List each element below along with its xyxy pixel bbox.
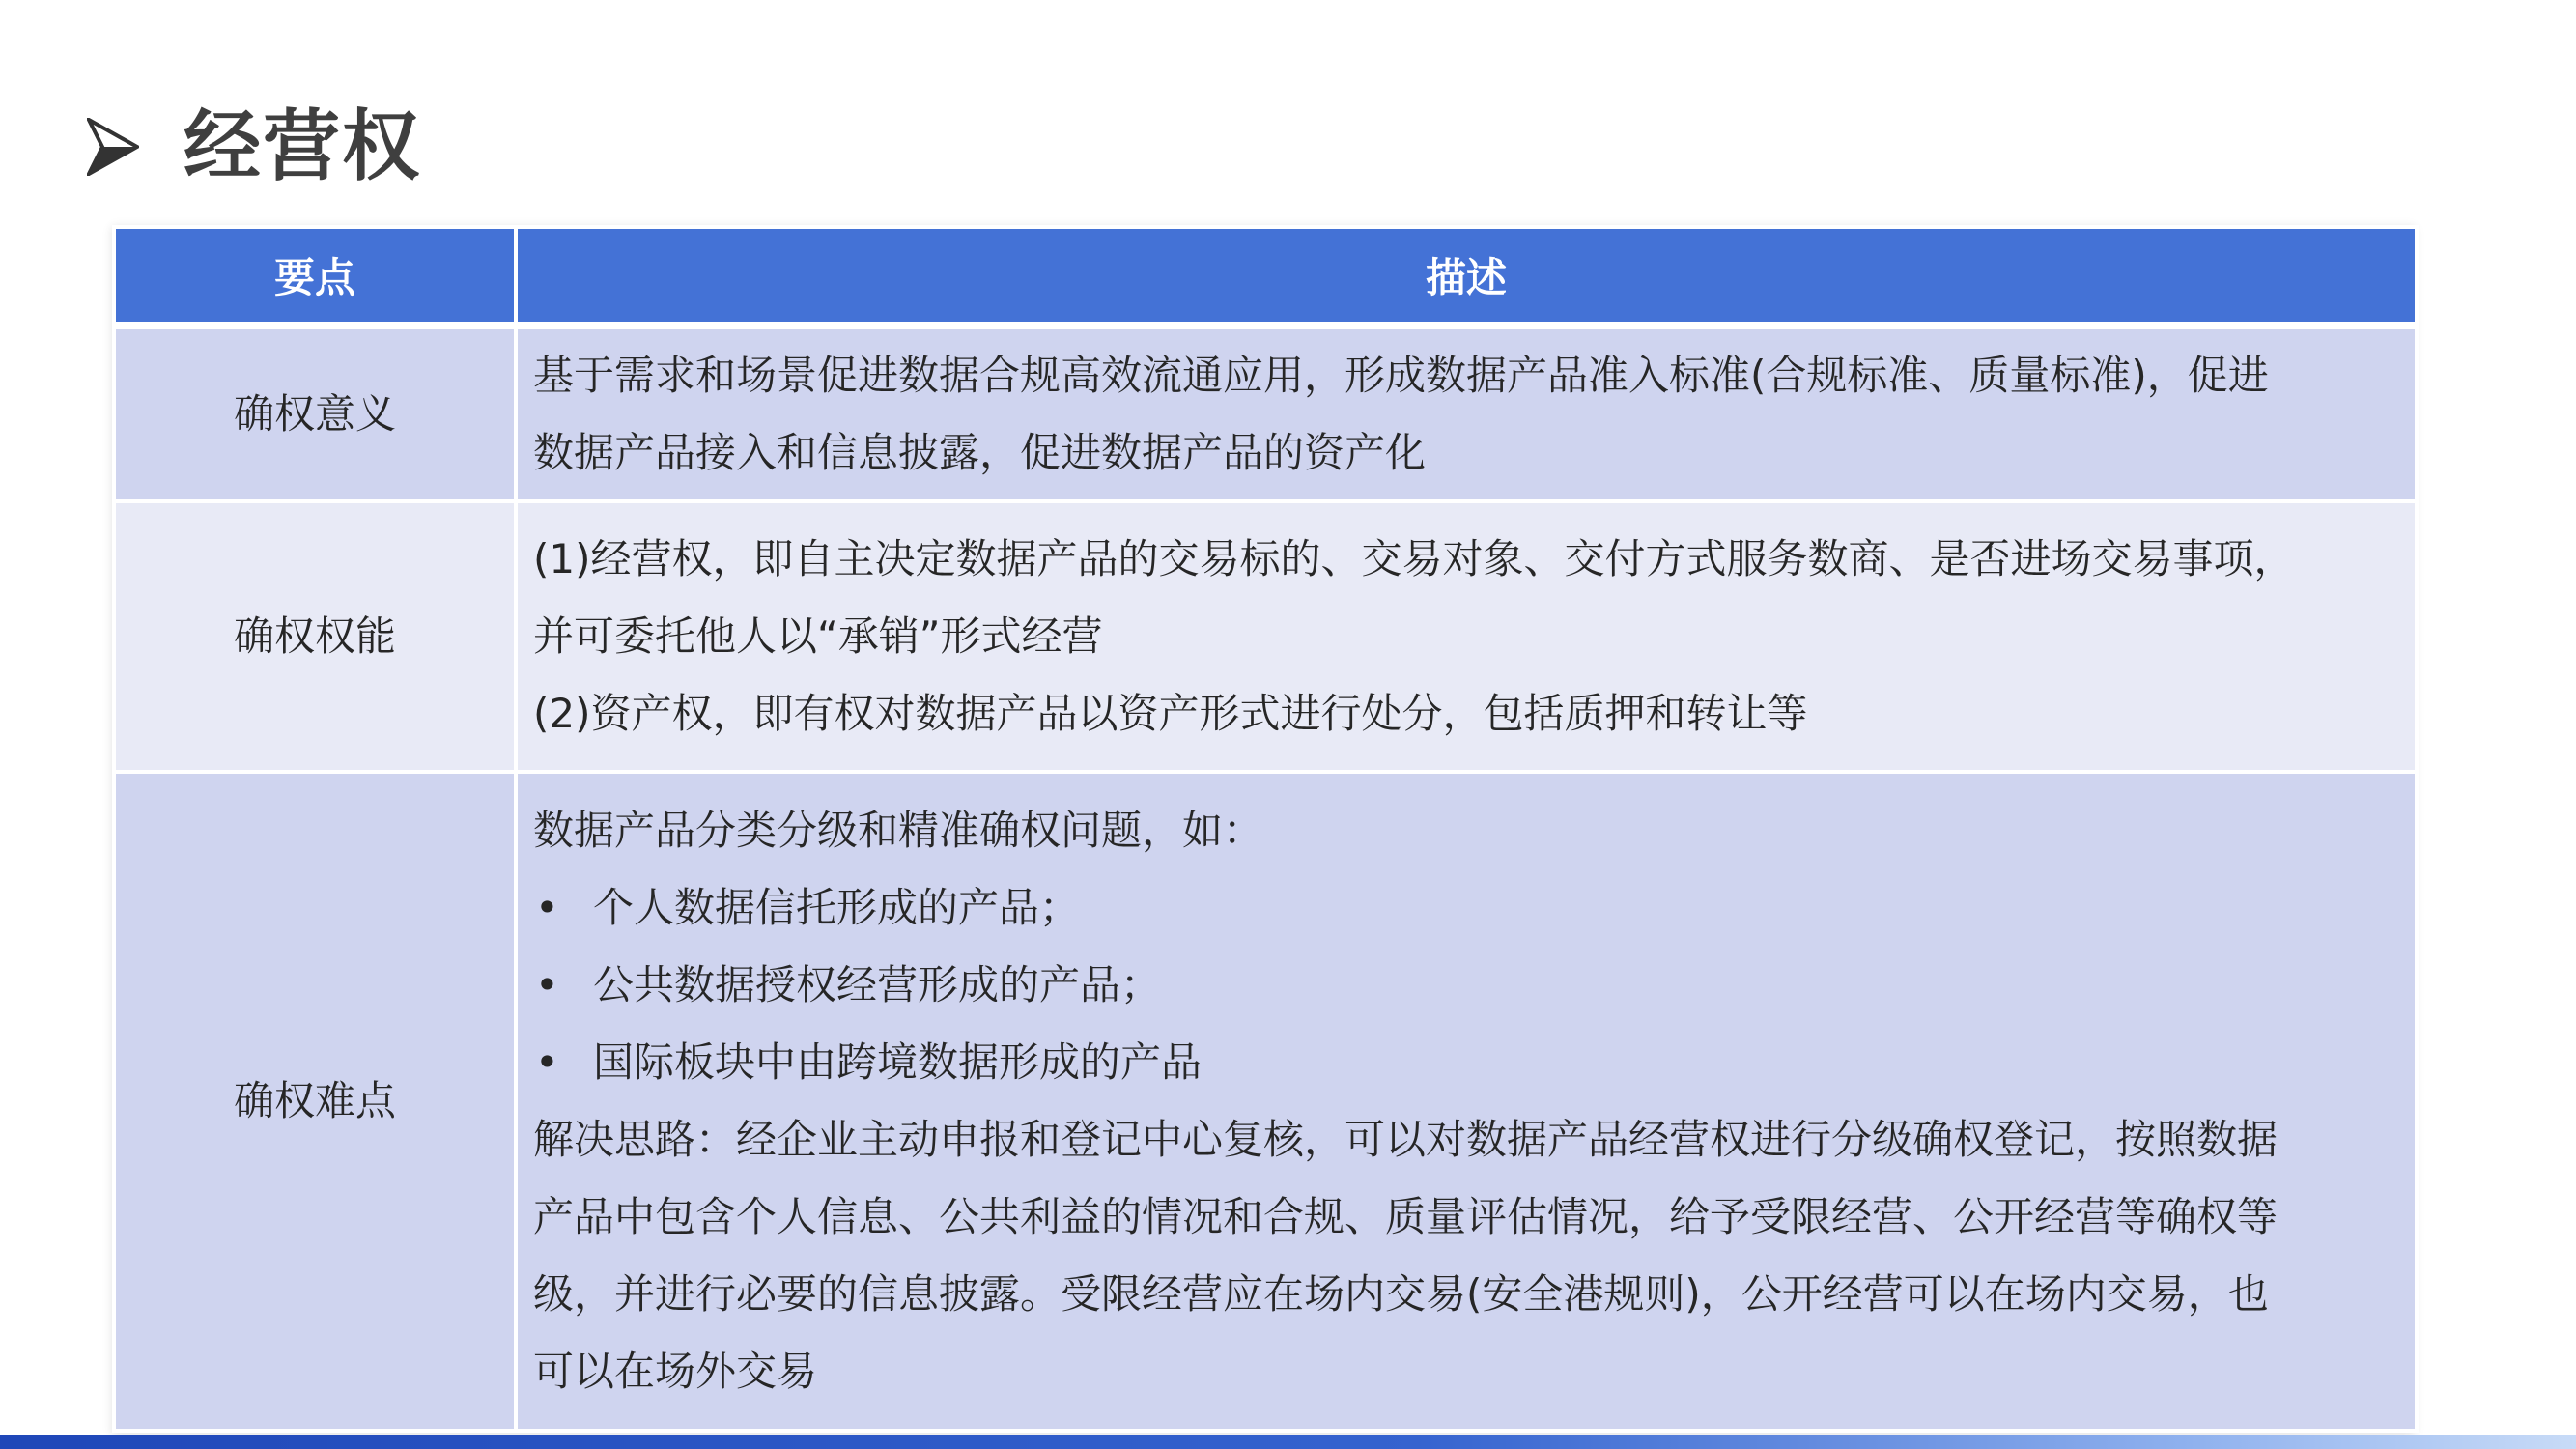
table-row	[114, 501, 2417, 772]
table-header-row	[114, 227, 2417, 326]
page-title: 经营权	[184, 101, 421, 191]
bullet-item: • 公共数据授权经营形成的产品；	[533, 947, 2386, 1024]
description-line: (2)资产权，即有权对数据产品以资产形式进行处分，包括质押和转让等	[533, 690, 1808, 737]
row-description	[516, 772, 2417, 1431]
row-description	[516, 326, 2417, 501]
row-key: 确权权能	[114, 501, 516, 772]
solution-line: 解决思路：经企业主动申报和登记中心复核，可以对数据产品经营权进行分级确权登记，按照数据	[533, 1116, 2279, 1163]
solution-line: 产品中包含个人信息、公共利益的情况和合规、质量评估情况，给予受限经营、公开经营等确权等	[533, 1193, 2279, 1240]
description-intro: 数据产品分类分级和精准确权问题，如：	[533, 807, 1264, 854]
header-key: 要点	[114, 227, 516, 326]
row-description	[516, 501, 2417, 772]
row-key: 确权意义	[114, 326, 516, 501]
row-key: 确权难点	[114, 772, 516, 1431]
description-line: 数据产品接入和信息披露，促进数据产品的资产化	[533, 429, 1427, 476]
table-row	[114, 772, 2417, 1431]
bottom-accent-bar	[0, 1435, 2576, 1449]
description-line: 基于需求和场景促进数据合规高效流通应用，形成数据产品准入标准(合规标准、质量标准)，促进	[533, 352, 2269, 399]
description-line: 并可委托他人以“承销”形式经营	[533, 612, 1103, 660]
description-line: (1)经营权，即自主决定数据产品的交易标的、交易对象、交付方式服务数商、是否进场交易事项，	[533, 535, 2295, 582]
arrowhead-icon	[87, 118, 139, 176]
bullet-item: • 国际板块中由跨境数据形成的产品	[533, 1024, 2386, 1101]
header-description: 描述	[516, 227, 2417, 326]
solution-line: 可以在场外交易	[533, 1348, 818, 1395]
solution-line: 级，并进行必要的信息披露。受限经营应在场内交易(安全港规则)，公开经营可以在场内交易，也	[533, 1270, 2269, 1318]
rights-table	[112, 225, 2415, 1433]
table-row	[114, 326, 2417, 501]
title-row	[87, 89, 421, 205]
bullet-item: • 个人数据信托形成的产品；	[533, 869, 2386, 947]
